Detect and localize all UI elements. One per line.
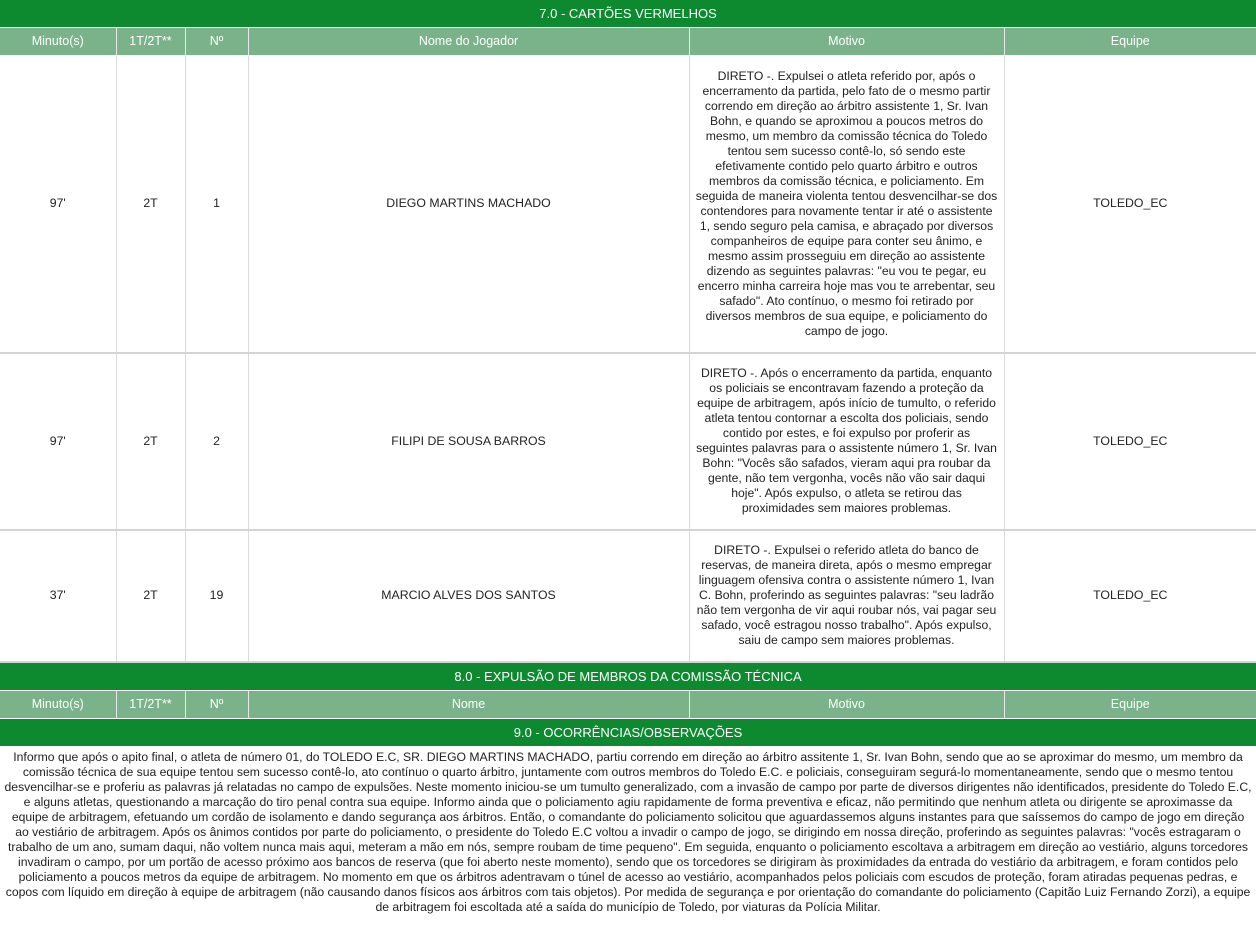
cell-minute: 37' (0, 530, 116, 662)
header-reason: Motivo (689, 690, 1004, 718)
cell-half: 2T (116, 530, 185, 662)
header-reason: Motivo (689, 28, 1004, 56)
cell-reason: DIRETO -. Após o encerramento da partida, enquanto os policiais se encontravam fazendo a proteção da equipe de arbitragem, após início de tumulto, o referido atleta tentou contornar a escolta dos policiais, sendo contido por estes, e foi expulso por proferir as seguintes palavras para o assistente número 1, Sr. Ivan Bohn: "Vocês são safados, vieram aqui pra roubar da gente, não tem vergonha, vocês não vão sair daqui hoje". Após expulso, o atleta se retirou das proximidades sem maiores problemas. (689, 353, 1004, 530)
cell-number: 2 (185, 353, 248, 530)
header-half: 1T/2T** (116, 28, 185, 56)
section-title-occurrences: 9.0 - OCORRÊNCIAS/OBSERVAÇÕES (0, 718, 1256, 746)
cell-team: TOLEDO_EC (1004, 530, 1256, 662)
cell-minute: 97' (0, 56, 116, 353)
table-row (0, 353, 1256, 530)
cell-player-name: FILIPI DE SOUSA BARROS (248, 353, 689, 530)
red-cards-header-row (0, 28, 1256, 56)
cell-half: 2T (116, 353, 185, 530)
header-name: Nome (248, 690, 689, 718)
header-number: Nº (185, 28, 248, 56)
cell-reason: DIRETO -. Expulsei o referido atleta do banco de reservas, de maneira direta, após o mesmo empregar linguagem ofensiva contra o assistente número 1, Ivan C. Bohn, proferindo as seguintes palavras: "seu ladrão não tem vergonha de vir aqui roubar nós, vai pagar seu safado, você estragou nosso trabalho". Após expulso, saiu de campo sem maiores problemas. (689, 530, 1004, 662)
section-title-staff-expulsions: 8.0 - EXPULSÃO DE MEMBROS DA COMISSÃO TÉCNICA (0, 662, 1256, 691)
cell-player-name: DIEGO MARTINS MACHADO (248, 56, 689, 353)
header-number: Nº (185, 690, 248, 718)
cell-half: 2T (116, 56, 185, 353)
header-player-name: Nome do Jogador (248, 28, 689, 56)
table-row (0, 530, 1256, 662)
cell-number: 19 (185, 530, 248, 662)
header-half: 1T/2T** (116, 690, 185, 718)
staff-expulsions-header-row (0, 690, 1256, 718)
occurrences-text: Informo que após o apito final, o atleta de número 01, do TOLEDO E.C, SR. DIEGO MARTINS MACHADO, partiu correndo em direção ao árbitro assitente 1, Sr. Ivan Bohn, sendo que ao se aproximar do mesmo, um membro da comissão técnica de sua equipe tentou sem sucesso contê-lo, ato contínuo o quarto árbitro, juntamente com outros membros do Toledo E.C. e policiais, conseguiram segurá-lo momentaneamente, sendo que o mesmo tentou desvencilhar-se e proferiu as palavras já relatadas no campo de expulsões. Neste momento iniciou-se um tumulto generalizado, com a invasão de campo por parte de diversos dirigentes não identificados, presidente do Toledo E.C, e alguns atletas, questionando a marcação do tiro penal contra sua equipe. Informo ainda que o policiamento agiu rapidamente de forma preventiva e eficaz, não permitindo que nenhum atleta ou dirigente se aproximasse da equipe de arbitragem, efetuando um cordão de isolamento e dando segurança aos árbitros. Então, o comandante do policiamento solicitou que aguardassemos alguns instantes para que saíssemos do campo de jogo em direção ao vestiário de arbitragem. Após os ânimos contidos por parte do policiamento, o presidente do Toledo E.C voltou a invadir o campo de jogo, se dirigindo em nossa direção, proferindo as seguintes palavras: "vocês estragaram o trabalho de um ano, sumam daqui, não voltem nunca mais aqui, meteram a mão em nós, sempre roubam de time pequeno". Em seguida, enquanto o policiamento escoltava a arbitragem em direção ao vestiário, alguns torcedores invadiram o campo, por um portão de acesso próximo aos bancos de reserva (que foi aberto neste momento), sendo que os torcedores se dirigiram às proximidades da entrada do vestiário da arbitragem, e foram contidos pelo policiamento a poucos metros da equipe de arbitragem. No momento em que os árbitros adentravam o túnel de acesso ao vestiário, acompanhados pelos policiais com escudos de proteção, foram atiradas pequenas pedras, e copos com líquido em direção à equipe de arbitragem (não causando danos físicos aos árbitros com tais objetos). Por medida de segurança e por orientação do comandante do policiamento (Capitão Luiz Fernando Zorzi), a equipe de arbitragem foi escoltada até a saída do município de Toledo, por viaturas da Polícia Militar. (4, 749, 1252, 914)
header-team: Equipe (1004, 690, 1256, 718)
header-team: Equipe (1004, 28, 1256, 56)
header-minutes: Minuto(s) (0, 690, 116, 718)
table-row (0, 56, 1256, 353)
cell-number: 1 (185, 56, 248, 353)
header-minutes: Minuto(s) (0, 28, 116, 56)
cell-player-name: MARCIO ALVES DOS SANTOS (248, 530, 689, 662)
cell-team: TOLEDO_EC (1004, 353, 1256, 530)
cell-minute: 97' (0, 353, 116, 530)
cell-reason: DIRETO -. Expulsei o atleta referido por, após o encerramento da partida, pelo fato de o mesmo partir correndo em direção ao árbitro assistente 1, Sr. Ivan Bohn, e quando se aproximou a poucos metros do mesmo, um membro da comissão técnica do Toledo tentou sem sucesso contê-lo, só sendo este efetivamente contido pelo quarto árbitro e outros membros da comissão técnica, e policiamento. Em seguida de maneira violenta tentou desvencilhar-se dos contendores para novamente tentar ir até o assistente 1, sendo seguro pela camisa, e abraçado por diversos companheiros de equipe para conter seu ânimo, e mesmo assim prosseguiu em direção ao assistente dizendo as seguintes palavras: "eu vou te pegar, eu encerro minha carreira hoje mas vou te arrebentar, seu safado". Ato contínuo, o mesmo foi retirado por diversos membros de sua equipe, e policiamento do campo de jogo. (689, 56, 1004, 353)
section-title-red-cards: 7.0 - CARTÕES VERMELHOS (0, 0, 1256, 28)
cell-team: TOLEDO_EC (1004, 56, 1256, 353)
